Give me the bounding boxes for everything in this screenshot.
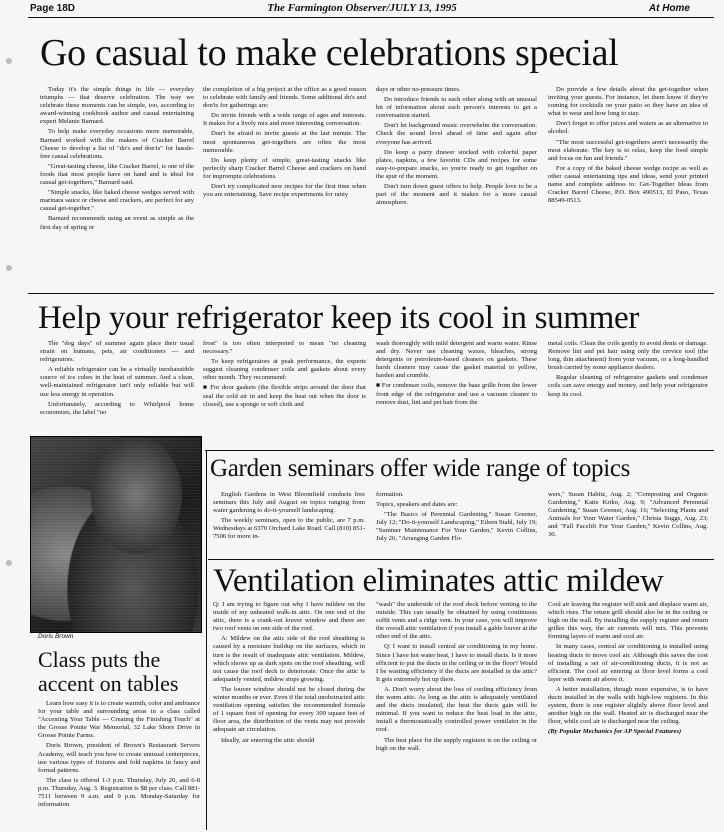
- section-rule: [208, 559, 714, 560]
- paragraph: "wash" the underside of the roof deck before venting to the outside. This can usually be obtained by using continuous soffit vents and a ridge vent. In your case, you will improve the overall attic ventilation if you install a gable louver at the other end of the attic.: [376, 601, 537, 641]
- paragraph: days or other no-pressure times.: [376, 86, 461, 93]
- paragraph: Doris Brown, president of Brown's Restaurant Servers Academy, will teach you how to create unusual centerpieces, use various types of fixtures and fold napkins in fancy and formal patterns.: [38, 742, 200, 774]
- paragraph: To keep refrigerators at peak performance, the experts suggest cleaning condenser coils and gaskets about every other month. They recommend:: [203, 358, 366, 382]
- paragraph: Regular cleaning of refrigerator gaskets and condenser coils can save energy and money, and help your refrigerator keep its cool.: [548, 374, 708, 398]
- paragraph: Q: I am trying to figure out why I have mildew on the inside of my unheated walk-in attic. On one end of the attic, there is a crank-out louver window and there are two roof vents on one side of the roof.: [213, 601, 365, 633]
- article2-column-2: [203, 340, 366, 448]
- paragraph: Q: I want to install central air conditioning in my home. Since I have hot water heat, I have to install ducts. Is it more efficient to put the ducts in the ceiling or in the floor? Would I be wasting efficiency if the ducts are installed in the attic? It gets extremely hot up there.: [376, 643, 537, 683]
- paragraph: The louver window should not be closed during the winter months or ever. Even if the total unobstructed attic ventilation opening satisfies the recommended formula of 1 square foot of opening for every 300 square feet of floor area, the distribution of the vents may not provide adequate air circulation.: [213, 685, 365, 734]
- article5-column-3: [548, 601, 708, 829]
- paragraph: frost" is too often interpreted to mean "no cleaning necessary.": [203, 340, 366, 356]
- article5-column-2: [376, 601, 537, 829]
- paragraph: The weekly seminars, open to the public, are 7 p.m. Wednesdays at 6370 Orchard Lake Road. Call (810) 851-7506 for more in-: [213, 517, 365, 541]
- paragraph: the completion of a big project at the office as a good reason to celebrate with family and friends. Some additonal do's and don'ts for gatherings are:: [203, 86, 366, 110]
- paragraph: Ideally, air entering the attic should: [221, 736, 315, 744]
- scan-hole: [6, 560, 12, 566]
- section-rule: [205, 450, 714, 451]
- page-number: Page 18D: [30, 3, 76, 14]
- article4-column-2: [376, 491, 537, 557]
- photo-credit: Doris Brown: [38, 633, 74, 640]
- paragraph: A reliable refrigerator can be a virtually inexhaustible source of ice cubes in the heat of summer. And a clean, well-maintained refrigerator isn't only reliable but will use less energy in operation.: [40, 366, 194, 398]
- paragraph: The "dog days" of summer again place their usual strain on humans, pets, air conditioners — and refrigerators.: [40, 340, 194, 364]
- paper-title-date: The Farmington Observer/JULY 13, 1995: [267, 2, 457, 14]
- paragraph: "Great-tasting cheese, like Cracker Barrel, is one of the foods that most people have on hand and is ideal for casual get-togethers," Barnard said.: [40, 162, 194, 187]
- article4-column-1: [213, 491, 365, 557]
- paragraph: Cool air leaving the register will sink and displace warm air, which rises. The return grill should also be in the ceiling or high on the wall. By installing the supply register and return grilles this way, the air currents will mix. This prevents forming layers of warm and cool air.: [548, 601, 708, 641]
- paragraph: A: Mildew on the attic side of the roof sheathing is caused by a moisture buildup on the surfaces, which in turn is the result of inadequate attic ventilation. Mildew, which shows up as dark spots on the roof sheathing, will not cause the roof deck to deteriorate. Once the attic is adequately vented, mildew stops growing.: [213, 635, 365, 683]
- headline-casual-celebrations: Go casual to make celebrations special: [40, 32, 619, 74]
- headline-garden-seminars: Garden seminars offer wide range of topics: [210, 455, 631, 482]
- column-divider: [206, 450, 207, 830]
- article2-column-1: [40, 340, 194, 432]
- article1-column-2: [203, 86, 366, 286]
- paragraph: In many cases, central air conditioning is installed using heating ducts to move cool air. Although this saves the cost of installing a set of air-conditioning ducts, it is not as efficient. The cool air entering at floor level forms a cool layer with warm air above it.: [548, 643, 708, 683]
- paragraph: The class is offered 1-3 p.m. Thursday, July 20, and 6-8 p.m. Thursday, Aug. 3. Registration is $8 per class. Call 881-7511 between 9 a.m. and 9 p.m. Monday-Saturday for information.: [38, 776, 200, 809]
- photo-doris-brown: [30, 436, 202, 633]
- paragraph: Don't forget to offer juices and waters as an alternative to alcohol.: [548, 120, 708, 136]
- article1-column-1: [40, 86, 194, 286]
- paragraph: Don't try complicated new recipes for the first time when you are entertaining. Save recipe experiments for rainy: [203, 183, 366, 199]
- article1-column-4: [548, 86, 708, 286]
- article2-column-3: [376, 340, 537, 448]
- paragraph: Do invite friends with a wide range of ages and interests. It makes for a lively mix and more interesting conversation.: [203, 112, 366, 128]
- paragraph: metal coils. Clean the coils gently to avoid dents or damage. Remove lint and pet hair using only the crevice tool (the long, thin attachment) from your vacuum, or a long-handled brush carried by some appliance dealers.: [548, 340, 708, 372]
- paragraph: Don't be afraid to invite guests at the last minute. The most spontaneous get-togethers are often the most memorable.: [203, 130, 366, 154]
- headline-class-tables: Class puts the accent on tables: [38, 647, 179, 696]
- article2-column-4: [548, 340, 708, 448]
- paragraph: "The most successful get-togethers aren't necessarily the most elaborate. The key is to relax, keep the food simple and focus on fun and friends.": [548, 138, 708, 162]
- paragraph: Do provide a few details about the get-together when inviting your guests. For instance, let them know if they're coming for cocktails on your patio so they have an idea of what to wear and how long to stay.: [548, 86, 708, 118]
- paragraph: To help make everyday occasions more memorable, Barnard worked with the makers of Cracker Barrel Cheese to develop a list of "do's and don'ts" for hassle-free casual celebrations.: [40, 128, 194, 160]
- paragraph: English Gardens in West Bloomfield conducts free seminars this July and August on topics ranging from water gardening to do-it-yourself landscaping.: [213, 491, 365, 515]
- section-rule: [28, 293, 714, 294]
- paragraph: Learn how easy it is to create warmth, color and ambiance for your table and surrounding areas in a class called "Accenting Your Table — Creating the Finishing Touch" at the Grosse Pointe War Memorial, 32 Lake Shore Drive in Grosse Pointe Farms.: [38, 700, 200, 740]
- headline-ventilation: Ventilation eliminates attic mildew: [213, 563, 664, 599]
- paragraph: ■ For condenser coils, remove the base grille from the lower front edge of the refrigerator and use a vacuum cleaner to remove dust, lint and pet hair from the: [376, 382, 537, 406]
- paragraph: Barnard recommends using an event as simple as the first day of spring or: [40, 215, 194, 231]
- paragraph: Unfortunately, according to Whirlpool home economists, the label "no: [40, 400, 194, 416]
- paragraph-credit: (By Popular Mechanics for AP Special Features): [548, 728, 682, 736]
- paragraph: wash thoroughly with mild detergent and warm water. Rinse and dry. Never use cleaning waxes, bleaches, strong detergents or petroleum-based cleaners on gaskets. These harsh cleaners may cause the gasket material to yellow, harden and crumble.: [376, 340, 537, 380]
- article1-column-3: [376, 86, 537, 286]
- paragraph: The best place for the supply registers is on the ceiling or high on the wall.: [376, 736, 537, 752]
- article3-body: [38, 700, 200, 828]
- paragraph: Do keep a party drawer stocked with colorful paper plates, napkins, a few favorite CDs and recipes for some easy-to-prepare snacks, so you're ready to get together on the spur of the moment.: [376, 148, 537, 180]
- paragraph: Don't turn down guest offers to help. People love to be a part of the moment and it makes for a more casual atmosphere.: [376, 183, 537, 207]
- headline-refrigerator: Help your refrigerator keep its cool in summer: [38, 300, 640, 336]
- article4-column-3: [548, 491, 708, 557]
- paragraph: For a copy of the baked cheese wedge recipe as well as other casual entertaining tips and ideas, send your printed name and complete address to: Get-Together Ideas from Cracker Barrel Cheese, P.O. Box 490513, El Paso, Texas 88549-0513.: [548, 164, 708, 205]
- paragraph: Do keep plenty of simple, great-tasting snacks like perfectly sharp Cracker Barrel Cheese and crackers on hand for impromptu celebrations.: [203, 156, 366, 180]
- header-rule: [28, 17, 714, 18]
- paragraph: Topics, speakers and dates are:: [376, 501, 458, 509]
- paragraph: "Simple snacks, like baked cheese wedges served with marinara sauce or cheese and crackers, are perfect for any casual get-together.": [40, 189, 194, 213]
- paragraph: Today it's the simple things in life — everyday triumphs — that deserve celebration. The way we celebrate these moments can be simple, too, according to award-winning cookbook author and casual entertaining expert Melanie Barnard.: [40, 86, 194, 126]
- scan-hole: [6, 265, 12, 271]
- section-name: At Home: [648, 3, 690, 14]
- paragraph: Do introduce friends to each other along with an unusual bit of information about each person's interests to get a conversation started.: [376, 96, 537, 120]
- paragraph: wers," Susan Habitz, Aug. 2; "Composting and Organic Gardening," Katie Kriko, Aug. 9; "Advanced Perennial Gardening," Susan Greener, Aug. 16; "Selecting Plants and Animals for Your Water Garden," Christa Suggs, Aug. 23; and "Fall Facelift For Your Garden," Kevin Collins, Aug. 30.: [548, 491, 708, 539]
- paragraph: A better installation, though more expensive, is to have ducts installed in the walls with high-low registers. In this system, there is one register slightly above floor level and another high on the wall. Heated air is discharged near the floor, while cool air is discharged near the ceiling.: [548, 685, 708, 726]
- paragraph: A. Don't worry about the loss of cooling efficiency from the warm attic. As long as the attic is adequately ventilated and the ducts insulated, the heat the ducts gain will be minimal. If you want to reduce the heat load in the attic, install a thermostatically controlled power ventilator in the roof.: [376, 685, 537, 734]
- paragraph: "The Basics of Perennial Gardening," Susan Greener, July 12; "Do-it-yourself Landscaping," Eileen Stahl, July 19; "Summer Maintenance For Your Garden," Kevin Collins, July 26; "Arranging Garden Flo-: [376, 511, 537, 543]
- paragraph: Don't let background music overwhelm the conversation. Check the sound level ahead of time and again after everyone has arrived.: [376, 122, 537, 146]
- paragraph: formation.: [376, 491, 404, 498]
- scan-hole: [6, 58, 12, 64]
- paragraph: ■ For door gaskets (the flexible strips around the door that seal the cold air in and keep the heat out when the door is closed), use a sponge or soft cloth and: [203, 384, 366, 408]
- article5-column-1: [213, 601, 365, 829]
